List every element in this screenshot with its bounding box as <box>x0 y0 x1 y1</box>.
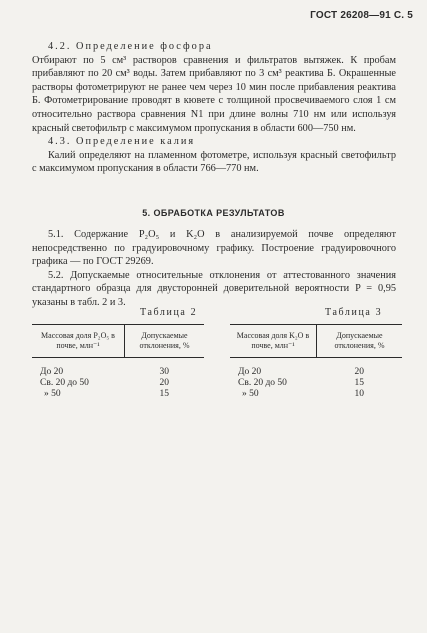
table-row: До 20 30 <box>40 367 169 377</box>
table-row: До 20 20 <box>238 367 364 377</box>
table-row: Св. 20 до 50 20 <box>40 378 169 388</box>
table-row: Св. 20 до 50 15 <box>238 378 364 388</box>
table-3-header-mass: Массовая доля K₂O в почве, млн⁻¹ <box>230 325 317 358</box>
table-3-header-deviation: Допускаемые отклонения, % <box>317 325 403 358</box>
paragraph-5-2: 5.2. Допускаемые относительные отклонения от аттестованного значения стандартного образца для двусторонней доверительной вероятности P = 0,95 указаны в табл. 2 и 3. <box>32 269 396 308</box>
table-3 <box>230 324 402 400</box>
section-4-3-title: 4.3. Определение калия <box>48 136 196 148</box>
section-5-text <box>32 228 396 310</box>
table-2 <box>32 324 204 400</box>
table-2-header-mass: Массовая доля P₂O₅ в почве, млн⁻¹ <box>32 325 125 358</box>
table-2-caption: Таблица 2 <box>140 307 198 318</box>
section-4-text <box>32 40 396 176</box>
table-3-caption: Таблица 3 <box>325 307 383 318</box>
table-row: » 50 15 <box>44 389 169 399</box>
page-header: ГОСТ 26208—91 С. 5 <box>310 10 413 21</box>
section-4-3-paragraph: Калий определяют на пламенном фотометре, используя красный светофильтр с максимумом пропускания в области 766—770 нм. <box>32 149 396 175</box>
section-4-2-title: 4.2. Определение фосфора <box>48 41 213 52</box>
section-4-2-paragraph: Отбирают по 5 см³ растворов сравнения и фильтратов вытяжек. К пробам прибавляют по 20 см³ воды. Затем прибавляют по 3 см³ реактива Б. Окрашенные растворы фотометрируют не ранее чем через 10 мин после прибавления реактива Б. Фотометрирование проводят в кювете с толщиной просвечиваемого слоя 1 см относительно раствора сравнения N1 при длине волны 710 нм или используя красный светофильтр с максимумом пропускания в области 600—750 нм. <box>32 54 396 134</box>
results-section-title: 5. ОБРАБОТКА РЕЗУЛЬТАТОВ <box>142 208 285 218</box>
table-2-header-deviation: Допускаемые отклонения, % <box>125 325 205 358</box>
paragraph-5-1: 5.1. Содержание P₂O₅ и K₂O в анализируемой почве определяют непосредственно по градуировочному графику. Построение градуировочного графика — по ГОСТ 29269. <box>32 229 396 268</box>
table-row: » 50 10 <box>242 389 364 399</box>
